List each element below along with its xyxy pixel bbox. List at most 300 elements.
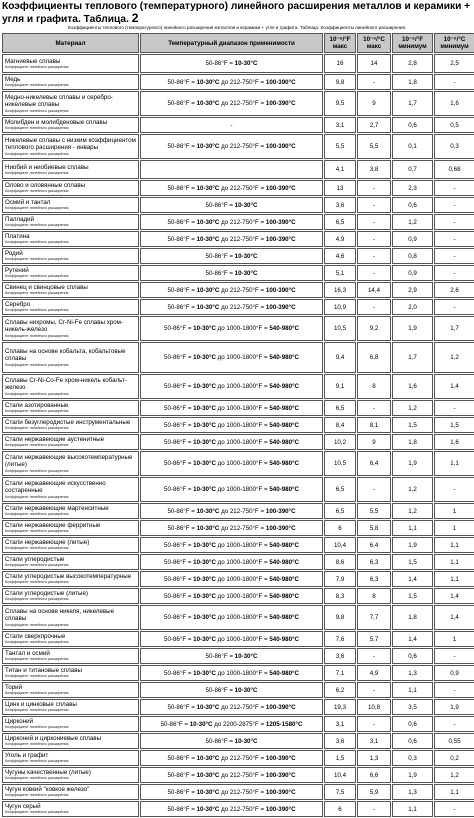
range-f-start: 50-86°F = <box>164 669 194 677</box>
range-c-end: 100-390°C <box>265 507 296 515</box>
f-min-cell: 1,3 <box>392 784 433 800</box>
c-max-cell: 5,9 <box>357 784 391 800</box>
c-max-cell: 8 <box>357 374 391 399</box>
table-row <box>2 231 474 247</box>
material-sublabel: Коэффициент линейного расширения <box>5 223 69 228</box>
material-name: Цирконий <box>5 718 34 726</box>
range-c-end: 540-980°C <box>269 404 299 412</box>
table-row <box>2 631 474 647</box>
material-sublabel: Коэффициент линейного расширения <box>5 776 69 781</box>
c-min-cell: - <box>434 214 474 230</box>
c-max-cell: 6,6 <box>357 767 391 783</box>
range-f-end: до 1000-1800°F = <box>215 614 270 621</box>
range-cell <box>140 134 323 159</box>
range-c-end: 540-980°C <box>269 438 299 446</box>
range-cell <box>140 682 323 698</box>
material-sublabel: Коэффициент линейного расширения <box>5 391 69 396</box>
table-row <box>2 342 474 373</box>
material-cell <box>2 784 139 800</box>
range-f-start: 50-86°F = <box>164 383 194 390</box>
range-f-end: до 212-750°F = <box>219 754 266 762</box>
table-row <box>2 784 474 800</box>
f-min-cell: 1,7 <box>392 342 433 373</box>
material-name: Молибден и молибденовые сплавы <box>5 119 108 127</box>
material-cell <box>2 374 139 399</box>
table-row <box>2 537 474 553</box>
range-cell <box>140 767 323 783</box>
range-f-end: до 212-750°F = <box>219 218 266 226</box>
range-f-start: 50-86°F = <box>205 252 235 260</box>
range-cell <box>140 54 323 73</box>
range-c-start: 10-30°C <box>234 652 258 660</box>
header-range: Температурный диапазон применимости <box>140 33 323 53</box>
material-sublabel: Коэффициент линейного расширения <box>5 333 69 338</box>
range-c-end: 540-980°C <box>269 486 299 493</box>
material-cell <box>2 520 139 536</box>
c-min-cell: 1,1 <box>434 537 474 553</box>
c-max-cell: 3,8 <box>357 160 391 179</box>
f-min-cell: 0,6 <box>392 716 433 732</box>
range-cell <box>140 342 323 373</box>
material-name: Медь <box>5 76 21 84</box>
c-min-cell: 0,3 <box>434 134 474 159</box>
range-c-end: 100-390°C <box>265 143 296 150</box>
table-row <box>2 554 474 570</box>
material-cell <box>2 180 139 196</box>
range-f-start: 50-86°F = <box>167 184 197 192</box>
c-max-cell: - <box>357 180 391 196</box>
range-f-end: до 212-750°F = <box>219 805 266 813</box>
range-f-start: 50-86°F = <box>167 524 197 532</box>
range-c-start: 10-30°C <box>196 184 220 192</box>
f-max-cell: 3,1 <box>324 716 356 732</box>
c-min-cell: 0,68 <box>434 160 474 179</box>
range-f-start: 50-86°F = <box>164 421 194 429</box>
material-cell <box>2 767 139 783</box>
f-min-cell: 3,5 <box>392 699 433 715</box>
range-c-start: 10-30°C <box>234 60 258 67</box>
c-min-cell: 1,4 <box>434 588 474 604</box>
range-f-end: до 212-750°F = <box>219 771 266 779</box>
c-min-cell: 0,5 <box>434 117 474 133</box>
f-max-cell: 9,8 <box>324 605 356 630</box>
table-row <box>2 248 474 264</box>
material-name: Осмий и тантал <box>5 199 51 207</box>
range-f-start: 50-86°F = <box>164 325 194 332</box>
material-cell <box>2 248 139 264</box>
table-row <box>2 197 474 213</box>
range-c-start: 10-30°C <box>193 669 216 677</box>
material-sublabel: Коэффициент линейного расширения <box>5 529 69 534</box>
range-f-start: 50-86°F = <box>167 788 197 796</box>
page-title <box>0 0 474 25</box>
range-cell <box>140 117 323 133</box>
material-name: Стали углеродистые высокотемпературные <box>5 573 132 581</box>
c-max-cell: - <box>357 477 391 502</box>
f-max-cell: 9,4 <box>324 342 356 373</box>
table-row <box>2 520 474 536</box>
table-row <box>2 767 474 783</box>
range-c-end: 100-390°C <box>265 218 296 226</box>
range-cell <box>140 299 323 315</box>
range-cell <box>140 784 323 800</box>
material-sublabel: Коэффициент линейного расширения <box>5 443 69 448</box>
range-c-end: 540-980°C <box>269 558 299 566</box>
material-cell <box>2 265 139 281</box>
material-name: Серебро <box>5 301 31 309</box>
header-f-min: 10⁻⁶/°F минимум <box>392 33 433 53</box>
range-c-end: 540-980°C <box>269 460 299 467</box>
range-c-end: 100-390°C <box>265 788 296 796</box>
material-sublabel: Коэффициент линейного расширения <box>5 622 69 627</box>
range-f-end: до 1000-1800°F = <box>215 404 270 412</box>
title-text: Коэффициенты теплового (температурного) линейного расширения металлов и керамики + угля и графита. Таблица. <box>2 1 471 25</box>
range-c-start: 10-30°C <box>193 421 216 429</box>
range-f-start: - <box>230 121 233 129</box>
material-cell <box>2 801 139 817</box>
f-max-cell: 9,8 <box>324 74 356 90</box>
range-cell <box>140 74 323 90</box>
material-name: Медно-никелевые сплавы и серебро-никелевые сплавы <box>5 94 113 109</box>
range-f-end: до 212-750°F = <box>219 507 266 515</box>
material-cell <box>2 554 139 570</box>
c-min-cell: 1,1 <box>434 554 474 570</box>
material-name: Магниевые сплавы <box>5 57 61 65</box>
range-cell <box>140 520 323 536</box>
material-cell <box>2 733 139 749</box>
c-min-cell: 1,6 <box>434 434 474 450</box>
f-max-cell: 7,5 <box>324 784 356 800</box>
f-min-cell: 1,1 <box>392 801 433 817</box>
material-name: Никелевые сплавы с низким коэффициентом теплового расширения - инвары <box>5 137 136 152</box>
material-name: Стали нержавеющие искусственно состаренные <box>5 480 106 495</box>
range-f-start: 50-86°F = <box>167 235 197 243</box>
range-cell <box>140 716 323 732</box>
range-cell <box>140 750 323 766</box>
f-min-cell: 1,8 <box>392 605 433 630</box>
material-name: Цинк и цинковые сплавы <box>5 701 77 709</box>
range-c-start: 10-30°C <box>193 438 216 446</box>
range-f-start: 50-86°F = <box>164 438 194 446</box>
range-f-end: до 212-750°F = <box>219 100 266 107</box>
range-f-end: до 212-750°F = <box>219 143 266 150</box>
material-cell <box>2 342 139 373</box>
c-max-cell: - <box>357 231 391 247</box>
f-max-cell: 9,5 <box>324 91 356 116</box>
range-cell <box>140 699 323 715</box>
range-f-end: до 1000-1800°F = <box>215 541 270 549</box>
f-max-cell: 5,1 <box>324 265 356 281</box>
material-sublabel: Коэффициент линейного расширения <box>5 742 69 747</box>
range-cell <box>140 180 323 196</box>
c-max-cell: 5,5 <box>357 503 391 519</box>
material-sublabel: Коэффициент линейного расширения <box>5 126 69 131</box>
material-name: Тантал и осмий <box>5 650 50 658</box>
range-f-start: 50-86°F = <box>160 720 190 728</box>
c-min-cell: - <box>434 197 474 213</box>
c-max-cell: 5,7 <box>357 631 391 647</box>
f-min-cell: 0,3 <box>392 750 433 766</box>
table-row <box>2 417 474 433</box>
f-max-cell: 6 <box>324 520 356 536</box>
range-cell <box>140 801 323 817</box>
material-sublabel: Коэффициент линейного расширения <box>5 657 69 662</box>
f-min-cell: 0,1 <box>392 134 433 159</box>
f-max-cell: 7,1 <box>324 665 356 681</box>
header-f-max: 10⁻⁶/°F макс <box>324 33 356 53</box>
c-min-cell: 2,5 <box>434 54 474 73</box>
f-min-cell: 1,2 <box>392 400 433 416</box>
material-sublabel: Коэффициент линейного расширения <box>5 546 69 551</box>
range-c-start: 10-30°C <box>234 686 258 694</box>
c-max-cell: 9 <box>357 434 391 450</box>
f-max-cell: 10,5 <box>324 316 356 341</box>
range-c-start: 10-30°C <box>196 788 220 796</box>
material-sublabel: Коэффициент линейного расширения <box>5 257 69 262</box>
range-f-end: до 212-750°F = <box>219 703 266 711</box>
c-min-cell: - <box>434 299 474 315</box>
c-max-cell: 6,3 <box>357 571 391 587</box>
f-max-cell: 6,5 <box>324 214 356 230</box>
material-name: Стали углеродистые (литые) <box>5 590 88 598</box>
range-c-start: 10-30°C <box>193 404 216 412</box>
material-sublabel: Коэффициент линейного расширения <box>5 759 69 764</box>
material-name: Платина <box>5 233 30 241</box>
f-max-cell: 8,4 <box>324 417 356 433</box>
material-name: Сплавы на основе кобальта, кобальтовые сплавы <box>5 348 126 363</box>
range-c-start: 10-30°C <box>193 354 216 361</box>
range-c-end: 540-980°C <box>269 325 299 332</box>
range-f-end: до 1000-1800°F = <box>215 383 270 390</box>
range-cell <box>140 477 323 502</box>
material-cell <box>2 74 139 90</box>
material-name: Чугуны качественные (литые) <box>5 769 91 777</box>
c-max-cell: 9,2 <box>357 316 391 341</box>
c-min-cell: - <box>434 648 474 664</box>
range-f-start: 50-86°F = <box>164 558 194 566</box>
c-max-cell: 4,9 <box>357 665 391 681</box>
c-min-cell: 0,9 <box>434 665 474 681</box>
range-c-end: 100-390°C <box>265 771 296 779</box>
f-max-cell: 8,3 <box>324 588 356 604</box>
material-sublabel: Коэффициент линейного расширения <box>5 810 69 815</box>
range-f-start: 50-86°F = <box>205 269 235 277</box>
range-cell <box>140 91 323 116</box>
range-f-end: до 1000-1800°F = <box>215 486 270 493</box>
table-row <box>2 571 474 587</box>
f-max-cell: 6,5 <box>324 503 356 519</box>
material-name: Сплавы нихромы, Cr-Ni-Fe сплавы хром-никель-железо <box>5 319 123 334</box>
table-row <box>2 74 474 90</box>
f-max-cell: 1,5 <box>324 750 356 766</box>
range-f-end: до 212-750°F = <box>219 303 266 311</box>
table-row <box>2 54 474 73</box>
table-row <box>2 160 474 179</box>
f-min-cell: 0,9 <box>392 231 433 247</box>
material-sublabel: Коэффициент линейного расширения <box>5 597 69 602</box>
range-c-start: 10-30°C <box>193 575 216 583</box>
material-cell <box>2 503 139 519</box>
range-c-end: 100-390°C <box>265 100 296 107</box>
f-min-cell: 0,8 <box>392 248 433 264</box>
material-sublabel: Коэффициент линейного расширения <box>5 674 69 679</box>
material-sublabel: Коэффициент линейного расширения <box>5 240 69 245</box>
material-name: Стали сверхпрочные <box>5 633 66 641</box>
f-max-cell: 10,4 <box>324 537 356 553</box>
material-cell <box>2 588 139 604</box>
f-min-cell: 1,5 <box>392 588 433 604</box>
c-max-cell: - <box>357 299 391 315</box>
range-f-start: 50-86°F = <box>167 703 197 711</box>
c-min-cell: - <box>434 682 474 698</box>
range-c-start: 10-30°C <box>196 507 220 515</box>
range-c-start: 10-30°C <box>193 325 216 332</box>
material-cell <box>2 451 139 476</box>
range-f-end: до 1000-1800°F = <box>215 325 270 332</box>
range-f-end: до 212-750°F = <box>219 184 266 192</box>
range-f-start: 50-86°F = <box>167 78 197 86</box>
material-name: Стали углеродистые <box>5 556 65 564</box>
range-f-start: 50-86°F = <box>205 60 235 67</box>
material-cell <box>2 400 139 416</box>
table-row <box>2 214 474 230</box>
c-min-cell: - <box>434 231 474 247</box>
f-min-cell: 2,8 <box>392 54 433 73</box>
range-cell <box>140 400 323 416</box>
table-row <box>2 503 474 519</box>
f-min-cell: 1,7 <box>392 91 433 116</box>
table-body <box>2 54 474 817</box>
range-f-start: 50-86°F = <box>164 614 194 621</box>
f-min-cell: 1,5 <box>392 554 433 570</box>
range-c-end: 540-980°C <box>269 383 299 390</box>
range-cell <box>140 588 323 604</box>
f-min-cell: 1,8 <box>392 74 433 90</box>
f-max-cell: 9,1 <box>324 374 356 399</box>
material-cell <box>2 231 139 247</box>
material-sublabel: Коэффициент линейного расширения <box>5 691 69 696</box>
table-header-row <box>2 33 474 53</box>
c-min-cell: - <box>434 265 474 281</box>
range-cell <box>140 282 323 298</box>
c-min-cell: 1,9 <box>434 699 474 715</box>
range-f-end: до 1000-1800°F = <box>215 635 270 643</box>
c-min-cell: 1,1 <box>434 451 474 476</box>
range-f-end: до 212-750°F = <box>219 788 266 796</box>
range-c-start: 10-30°C <box>234 737 258 745</box>
material-sublabel: Коэффициент линейного расширения <box>5 640 69 645</box>
table-row <box>2 733 474 749</box>
f-max-cell: 10,9 <box>324 299 356 315</box>
table-row <box>2 750 474 766</box>
material-name: Стали нержавеющие аустенитные <box>5 436 105 444</box>
range-c-end: 540-980°C <box>269 614 299 621</box>
c-min-cell: 1,6 <box>434 91 474 116</box>
c-min-cell: - <box>434 400 474 416</box>
material-sublabel: Коэффициент линейного расширения <box>5 563 69 568</box>
range-f-end: до 1000-1800°F = <box>215 438 270 446</box>
material-name: Стали азотированные <box>5 402 69 410</box>
c-max-cell: - <box>357 74 391 90</box>
range-c-end: 540-980°C <box>269 541 299 549</box>
range-f-start: 50-86°F = <box>164 486 194 493</box>
table-row <box>2 282 474 298</box>
material-cell <box>2 299 139 315</box>
material-cell <box>2 682 139 698</box>
range-cell <box>140 265 323 281</box>
table-row <box>2 588 474 604</box>
range-f-end: до 1000-1800°F = <box>215 592 270 600</box>
table-row <box>2 299 474 315</box>
f-max-cell: 16,3 <box>324 282 356 298</box>
range-cell <box>140 733 323 749</box>
material-cell <box>2 54 139 73</box>
f-max-cell: 3,6 <box>324 733 356 749</box>
material-sublabel: Коэффициент линейного расширения <box>5 580 69 585</box>
f-min-cell: 0,9 <box>392 265 433 281</box>
range-f-end: до 212-750°F = <box>219 78 266 86</box>
material-sublabel: Коэффициент линейного расширения <box>5 291 69 296</box>
c-min-cell: - <box>434 716 474 732</box>
f-max-cell: 3,6 <box>324 197 356 213</box>
c-min-cell: 1,2 <box>434 767 474 783</box>
range-c-start: 10-30°C <box>234 201 258 209</box>
material-name: Олово и оловянные сплавы <box>5 182 86 190</box>
range-c-start: 10-30°C <box>193 541 216 549</box>
range-c-start: 10-30°C <box>196 218 220 226</box>
material-cell <box>2 648 139 664</box>
f-min-cell: 1,6 <box>392 374 433 399</box>
f-max-cell: 3,1 <box>324 117 356 133</box>
range-cell <box>140 554 323 570</box>
expansion-table <box>1 32 474 818</box>
range-c-start: 10-30°C <box>196 524 220 532</box>
f-max-cell: 6,5 <box>324 477 356 502</box>
material-cell <box>2 699 139 715</box>
material-cell <box>2 417 139 433</box>
f-max-cell: 6,5 <box>324 400 356 416</box>
f-min-cell: 1,9 <box>392 451 433 476</box>
range-c-end: 540-980°C <box>269 421 299 429</box>
range-cell <box>140 537 323 553</box>
c-max-cell: 9 <box>357 91 391 116</box>
c-min-cell: 1,5 <box>434 417 474 433</box>
material-sublabel: Коэффициент линейного расширения <box>5 793 69 798</box>
range-f-end: до 212-750°F = <box>219 286 266 294</box>
range-c-start: 10-30°C <box>234 269 258 277</box>
range-cell <box>140 374 323 399</box>
range-f-start: 50-86°F = <box>167 143 197 150</box>
c-max-cell: 14,4 <box>357 282 391 298</box>
range-c-start: 10-30°C <box>196 303 220 311</box>
material-cell <box>2 282 139 298</box>
material-name: Сплавы Cr-Ni-Co-Fe хром-никель кобальт-железо <box>5 377 127 392</box>
range-f-end: до 1000-1800°F = <box>215 558 270 566</box>
header-c-max: 10⁻⁶/°C макс <box>357 33 391 53</box>
range-c-start: 10-30°C <box>193 383 216 390</box>
table-row <box>2 265 474 281</box>
range-c-start: 10-30°C <box>193 460 216 467</box>
c-max-cell: 3,1 <box>357 733 391 749</box>
material-sublabel: Коэффициент линейного расширения <box>5 362 69 367</box>
material-name: Стали безуглеродистые инструментальные <box>5 419 131 427</box>
c-min-cell: 1 <box>434 503 474 519</box>
material-sublabel: Коэффициент линейного расширения <box>5 151 69 156</box>
material-name: Стали нержавеющие мартенситные <box>5 505 109 513</box>
table-row <box>2 716 474 732</box>
range-f-start: 50-86°F = <box>164 575 194 583</box>
c-max-cell: - <box>357 716 391 732</box>
